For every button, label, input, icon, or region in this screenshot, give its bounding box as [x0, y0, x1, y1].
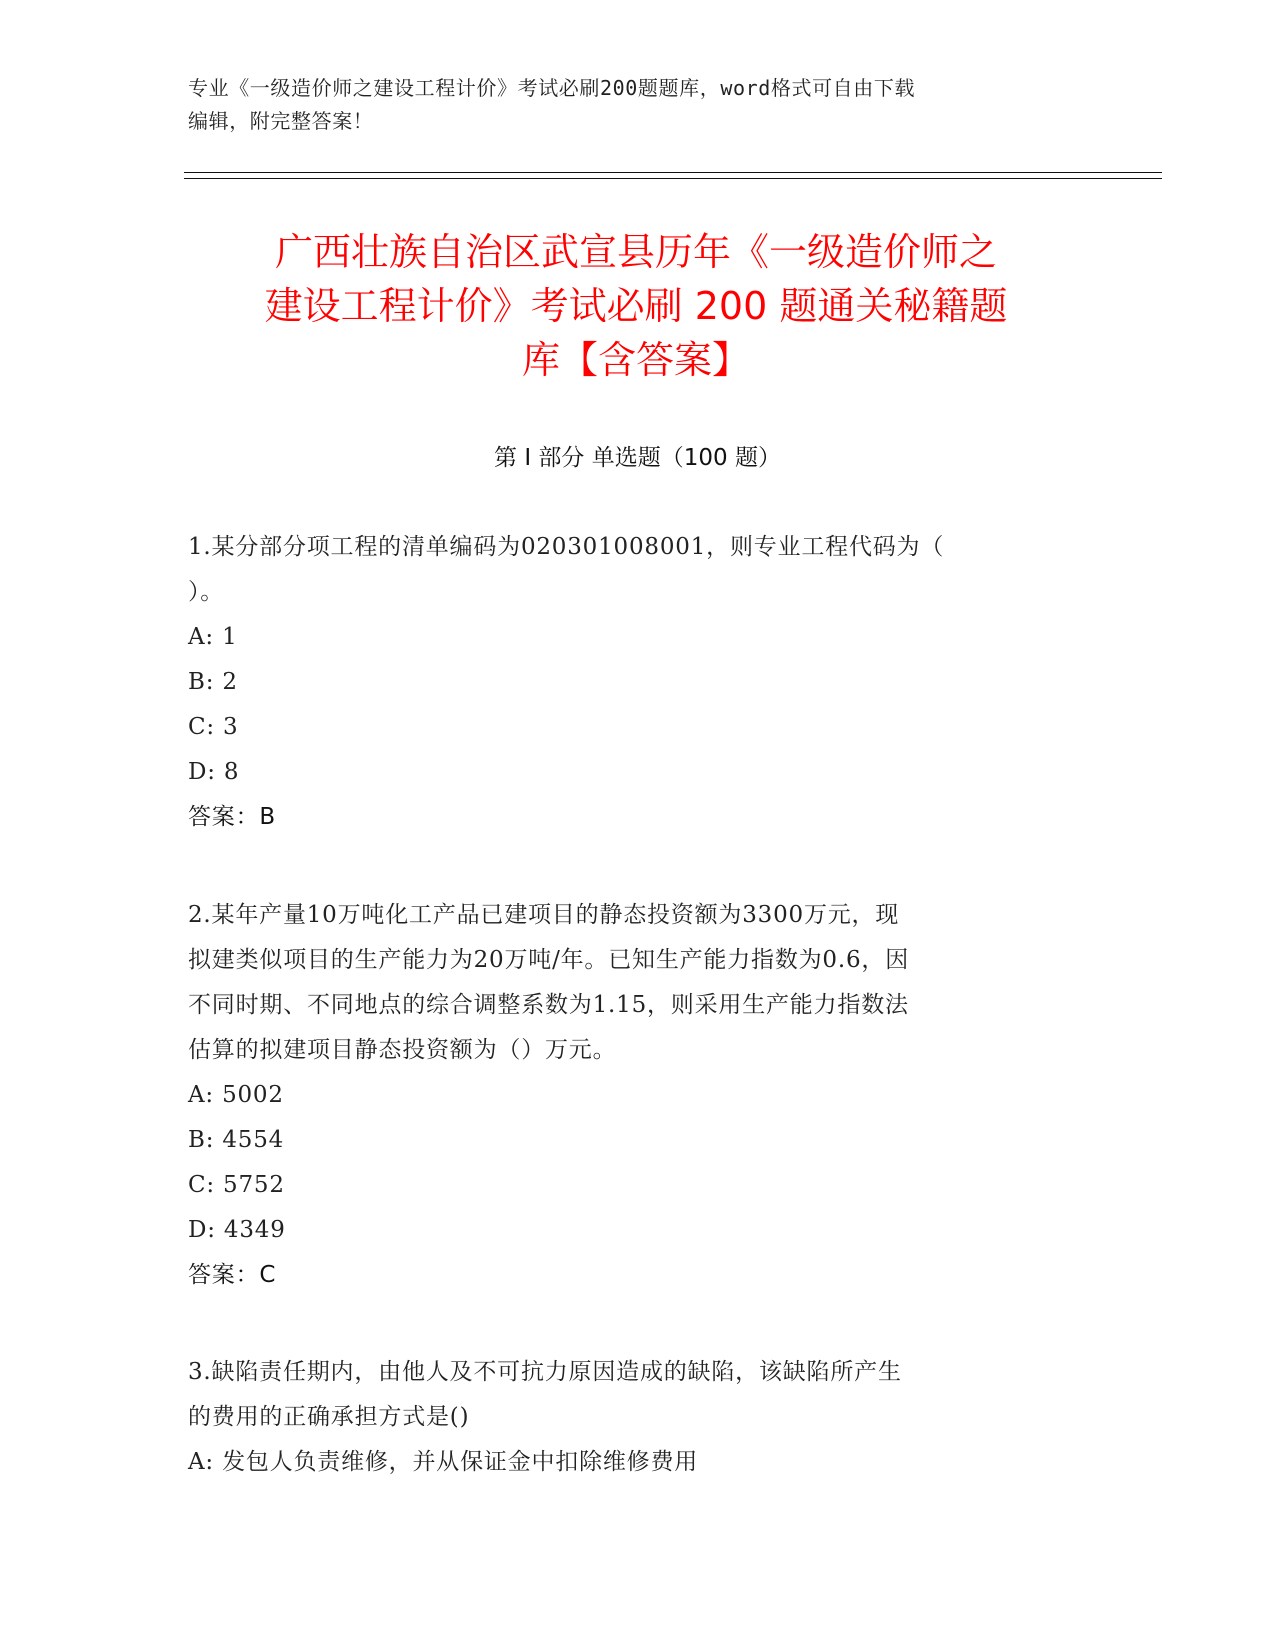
- option-a: A: 1: [188, 624, 238, 650]
- option-a: A: 发包人负责维修，并从保证金中扣除维修费用: [188, 1449, 699, 1475]
- option-d: D: 8: [188, 759, 240, 785]
- document-title: [175, 225, 1097, 387]
- option-b: B: 2: [188, 669, 238, 695]
- question-text-line: 拟建类似项目的生产能力为20万吨/年。已知生产能力指数为0.6，因: [188, 947, 909, 973]
- question-1: [188, 525, 1088, 840]
- question-2: [188, 893, 1088, 1298]
- question-text-line: 的费用的正确承担方式是(): [188, 1404, 470, 1430]
- answer-line: 答案：C: [188, 1262, 277, 1288]
- option-c: C: 5752: [188, 1172, 285, 1198]
- header-divider-top: [184, 172, 1162, 173]
- question-text-line: 不同时期、不同地点的综合调整系数为1.15，则采用生产能力指数法: [188, 992, 909, 1018]
- option-a: A: 5002: [188, 1082, 284, 1108]
- title-line-2: 建设工程计价》考试必刷 200 题通关秘籍题: [264, 284, 1008, 328]
- header-note-line-1: 专业《一级造价师之建设工程计价》考试必刷200题题库，word格式可自由下载: [188, 76, 916, 100]
- question-text-line: 2.某年产量10万吨化工产品已建项目的静态投资额为3300万元，现: [188, 902, 900, 928]
- question-text-line: 1.某分部分项工程的清单编码为020301008001，则专业工程代码为（: [188, 534, 945, 560]
- header-divider-bottom: [184, 178, 1162, 179]
- answer-line: 答案：B: [188, 804, 276, 830]
- option-c: C: 3: [188, 714, 239, 740]
- question-text-line: 估算的拟建项目静态投资额为（）万元。: [188, 1037, 617, 1063]
- question-text-line: ）。: [188, 579, 225, 605]
- title-line-3: 库【含答案】: [521, 338, 750, 382]
- header-note: [188, 72, 1078, 138]
- header-note-line-2: 编辑，附完整答案！: [188, 109, 374, 133]
- option-b: B: 4554: [188, 1127, 285, 1153]
- question-3: [188, 1350, 1088, 1485]
- title-line-1: 广西壮族自治区武宣县历年《一级造价师之: [274, 230, 997, 274]
- option-d: D: 4349: [188, 1217, 286, 1243]
- section-heading: 第 I 部分 单选题（100 题）: [494, 445, 781, 471]
- question-text-line: 3.缺陷责任期内，由他人及不可抗力原因造成的缺陷，该缺陷所产生: [188, 1359, 902, 1385]
